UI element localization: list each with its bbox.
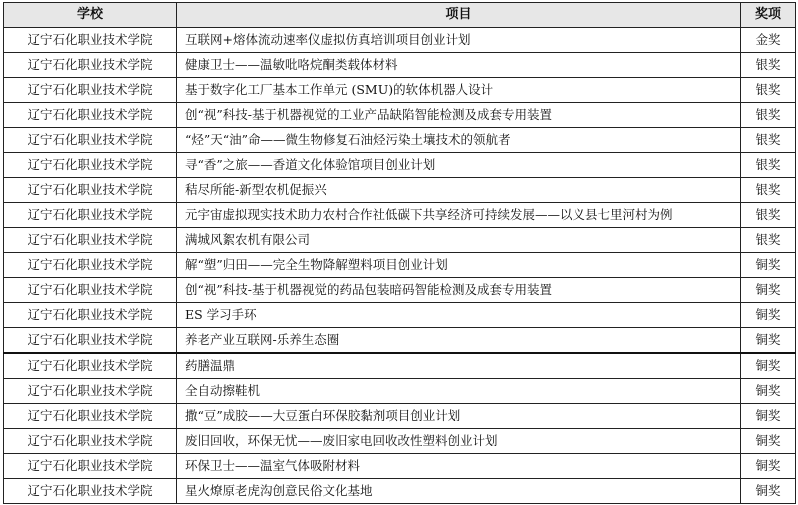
school-cell: 辽宁石化职业技术学院 (4, 429, 177, 454)
project-cell: 废旧回收，环保无忧——废旧家电回收改性塑料创业计划 (177, 429, 741, 454)
project-cell: 健康卫士——温敏吡咯烷酮类载体材料 (177, 53, 741, 78)
school-cell: 辽宁石化职业技术学院 (4, 153, 177, 178)
table-row (4, 228, 796, 253)
award-cell: 铜奖 (741, 253, 796, 278)
project-cell: 解“塑”归田——完全生物降解塑料项目创业计划 (177, 253, 741, 278)
table-row (4, 53, 796, 78)
award-cell: 银奖 (741, 53, 796, 78)
header-row (4, 3, 796, 28)
school-cell: 辽宁石化职业技术学院 (4, 28, 177, 53)
project-cell: 寻“香”之旅——香道文化体验馆项目创业计划 (177, 153, 741, 178)
award-cell: 铜奖 (741, 429, 796, 454)
award-table (3, 2, 796, 504)
award-cell: 铜奖 (741, 303, 796, 328)
table-row (4, 454, 796, 479)
award-cell: 金奖 (741, 28, 796, 53)
school-cell: 辽宁石化职业技术学院 (4, 128, 177, 153)
table-row (4, 103, 796, 128)
table-row (4, 78, 796, 103)
school-cell: 辽宁石化职业技术学院 (4, 404, 177, 429)
award-cell: 铜奖 (741, 278, 796, 303)
school-cell: 辽宁石化职业技术学院 (4, 454, 177, 479)
table-row (4, 328, 796, 354)
project-cell: 星火燎原老虎沟创意民俗文化基地 (177, 479, 741, 504)
award-cell: 银奖 (741, 203, 796, 228)
project-cell: “烃”天“油”命——微生物修复石油烃污染土壤技术的领航者 (177, 128, 741, 153)
award-cell: 铜奖 (741, 454, 796, 479)
award-cell: 银奖 (741, 128, 796, 153)
project-cell: 基于数字化工厂基本工作单元 (SMU)的软体机器人设计 (177, 78, 741, 103)
project-cell: 创“视”科技-基于机器视觉的工业产品缺陷智能检测及成套专用装置 (177, 103, 741, 128)
table-row (4, 253, 796, 278)
award-cell: 银奖 (741, 103, 796, 128)
award-cell: 铜奖 (741, 328, 796, 354)
project-cell: 全自动擦鞋机 (177, 379, 741, 404)
table-row (4, 303, 796, 328)
award-cell: 银奖 (741, 78, 796, 103)
school-cell: 辽宁石化职业技术学院 (4, 353, 177, 379)
project-cell: 元宇宙虚拟现实技术助力农村合作社低碳下共享经济可持续发展——以义县七里河村为例 (177, 203, 741, 228)
project-cell: 药膳温鼎 (177, 353, 741, 379)
table-row (4, 278, 796, 303)
table-row (4, 353, 796, 379)
project-cell: ES 学习手环 (177, 303, 741, 328)
table-row (4, 404, 796, 429)
school-cell: 辽宁石化职业技术学院 (4, 103, 177, 128)
school-cell: 辽宁石化职业技术学院 (4, 253, 177, 278)
table-row (4, 153, 796, 178)
table-row (4, 479, 796, 504)
award-cell: 铜奖 (741, 479, 796, 504)
school-cell: 辽宁石化职业技术学院 (4, 203, 177, 228)
project-cell: 互联网+熔体流动速率仪虚拟仿真培训项目创业计划 (177, 28, 741, 53)
table-row (4, 178, 796, 203)
school-cell: 辽宁石化职业技术学院 (4, 228, 177, 253)
school-cell: 辽宁石化职业技术学院 (4, 479, 177, 504)
award-cell: 铜奖 (741, 404, 796, 429)
school-cell: 辽宁石化职业技术学院 (4, 78, 177, 103)
project-cell: 环保卫士——温室气体吸附材料 (177, 454, 741, 479)
header-project: 项目 (177, 3, 741, 28)
award-cell: 银奖 (741, 228, 796, 253)
project-cell: 创“视”科技-基于机器视觉的药品包装暗码智能检测及成套专用装置 (177, 278, 741, 303)
award-cell: 铜奖 (741, 379, 796, 404)
school-cell: 辽宁石化职业技术学院 (4, 53, 177, 78)
table-row (4, 203, 796, 228)
award-cell: 铜奖 (741, 353, 796, 379)
school-cell: 辽宁石化职业技术学院 (4, 178, 177, 203)
project-cell: 秸尽所能-新型农机促振兴 (177, 178, 741, 203)
header-award: 奖项 (741, 3, 796, 28)
table-row (4, 429, 796, 454)
school-cell: 辽宁石化职业技术学院 (4, 303, 177, 328)
header-school: 学校 (4, 3, 177, 28)
school-cell: 辽宁石化职业技术学院 (4, 278, 177, 303)
award-cell: 银奖 (741, 178, 796, 203)
table-row (4, 379, 796, 404)
table-row (4, 128, 796, 153)
school-cell: 辽宁石化职业技术学院 (4, 328, 177, 354)
project-cell: 满城风絮农机有限公司 (177, 228, 741, 253)
project-cell: 养老产业互联网-乐养生态圈 (177, 328, 741, 354)
table-row (4, 28, 796, 53)
school-cell: 辽宁石化职业技术学院 (4, 379, 177, 404)
project-cell: 撒“豆”成胶——大豆蛋白环保胶黏剂项目创业计划 (177, 404, 741, 429)
award-cell: 银奖 (741, 153, 796, 178)
